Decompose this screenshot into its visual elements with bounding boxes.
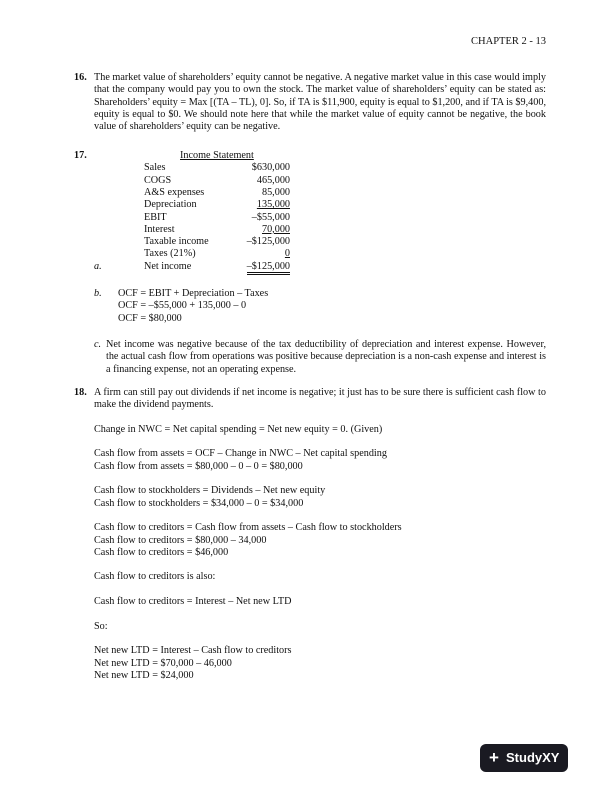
question-18 xyxy=(74,387,546,682)
ltd-line: Net new LTD = Interest – Cash flow to creditors xyxy=(94,645,292,657)
income-row-taxable-income: Taxable income –$125,000 xyxy=(144,236,290,248)
question-17-part-c xyxy=(74,339,546,376)
question-16 xyxy=(74,72,546,133)
given-line: Change in NWC = Net capital spending = Net new equity = 0. (Given) xyxy=(94,423,383,435)
cfs-line: Cash flow to stockholders = $34,000 – 0 = $34,000 xyxy=(94,497,304,509)
income-row-ebit: EBIT –$55,000 xyxy=(144,211,290,223)
cfc-line: Cash flow to creditors = $80,000 – 34,000 xyxy=(94,534,267,546)
cffa-line: Cash flow from assets = OCF – Change in NWC – Net capital spending xyxy=(94,448,387,460)
question-17-part-b xyxy=(74,288,546,325)
question-16-text: The market value of shareholders’ equity cannot be negative. A negative market value in this case would imply that the company would pay you to own the stock. The market value of shareholders’ equity can be stated as: Shareholders’ equity = Max [(TA – TL), 0]. So, if TA is $11,900, equity is equal to $1,200, and if TA is $9,400, equity is equal to $0. We should note here that while the market value of equity cannot be negative, the book value of shareholders’ equity can be negative. xyxy=(94,72,546,133)
income-row-cogs: COGS 465,000 xyxy=(144,174,290,186)
ocf-line: OCF = $80,000 xyxy=(118,312,182,324)
ltd-line: Net new LTD = $70,000 – 46,000 xyxy=(94,657,232,669)
ocf-line: OCF = –$55,000 + 135,000 – 0 xyxy=(118,300,247,312)
part-b-letter: b. xyxy=(94,288,102,299)
cfc-line: Cash flow to creditors = Cash flow from assets – Cash flow to stockholders xyxy=(94,522,402,534)
ocf-line: OCF = EBIT + Depreciation – Taxes xyxy=(118,288,269,299)
income-statement-title: Income Statement xyxy=(180,150,254,161)
income-row-depreciation: Depreciation 135,000 xyxy=(144,199,290,211)
page-header: CHAPTER 2 - 13 xyxy=(471,36,546,47)
income-row-interest: Interest 70,000 xyxy=(144,223,290,235)
income-row-sales: Sales $630,000 xyxy=(144,162,290,174)
so-line: So: xyxy=(94,620,108,632)
cfc-line: Cash flow to creditors = $46,000 xyxy=(94,546,229,558)
cfc-also-line: Cash flow to creditors is also: xyxy=(94,571,216,583)
cfs-line: Cash flow to stockholders = Dividends – Net new equity xyxy=(94,485,326,497)
question-17 xyxy=(74,150,546,280)
cffa-line: Cash flow from assets = $80,000 – 0 – 0 = $80,000 xyxy=(94,460,303,472)
part-c-letter: c. xyxy=(94,339,102,350)
part-c-text: Net income was negative because of the tax deductibility of depreciation and interest expense. However, the actual cash flow from operations was positive because depreciation is a non-cash expense and interest is a financing expense, not an operating expense. xyxy=(106,339,546,375)
studyxy-logo xyxy=(480,744,568,772)
part-a-letter: a. xyxy=(94,260,102,272)
question-18-intro: A firm can still pay out dividends if net income is negative; it just has to be sure there is sufficient cash flow to make the dividend payments. xyxy=(94,387,546,411)
ltd-line: Net new LTD = $24,000 xyxy=(94,669,194,681)
income-row-as-expenses: A&S expenses 85,000 xyxy=(144,186,290,198)
income-row-net-income: Net income –$125,000 xyxy=(144,261,290,273)
income-row-taxes: Taxes (21%) 0 xyxy=(144,248,290,260)
plus-icon: + xyxy=(489,748,499,767)
cfc2-line: Cash flow to creditors = Interest – Net new LTD xyxy=(94,596,292,608)
question-number: 16. xyxy=(74,72,87,83)
question-number: 17. xyxy=(74,150,87,161)
question-number: 18. xyxy=(74,387,87,398)
brand-name: StudyXY xyxy=(506,750,560,765)
